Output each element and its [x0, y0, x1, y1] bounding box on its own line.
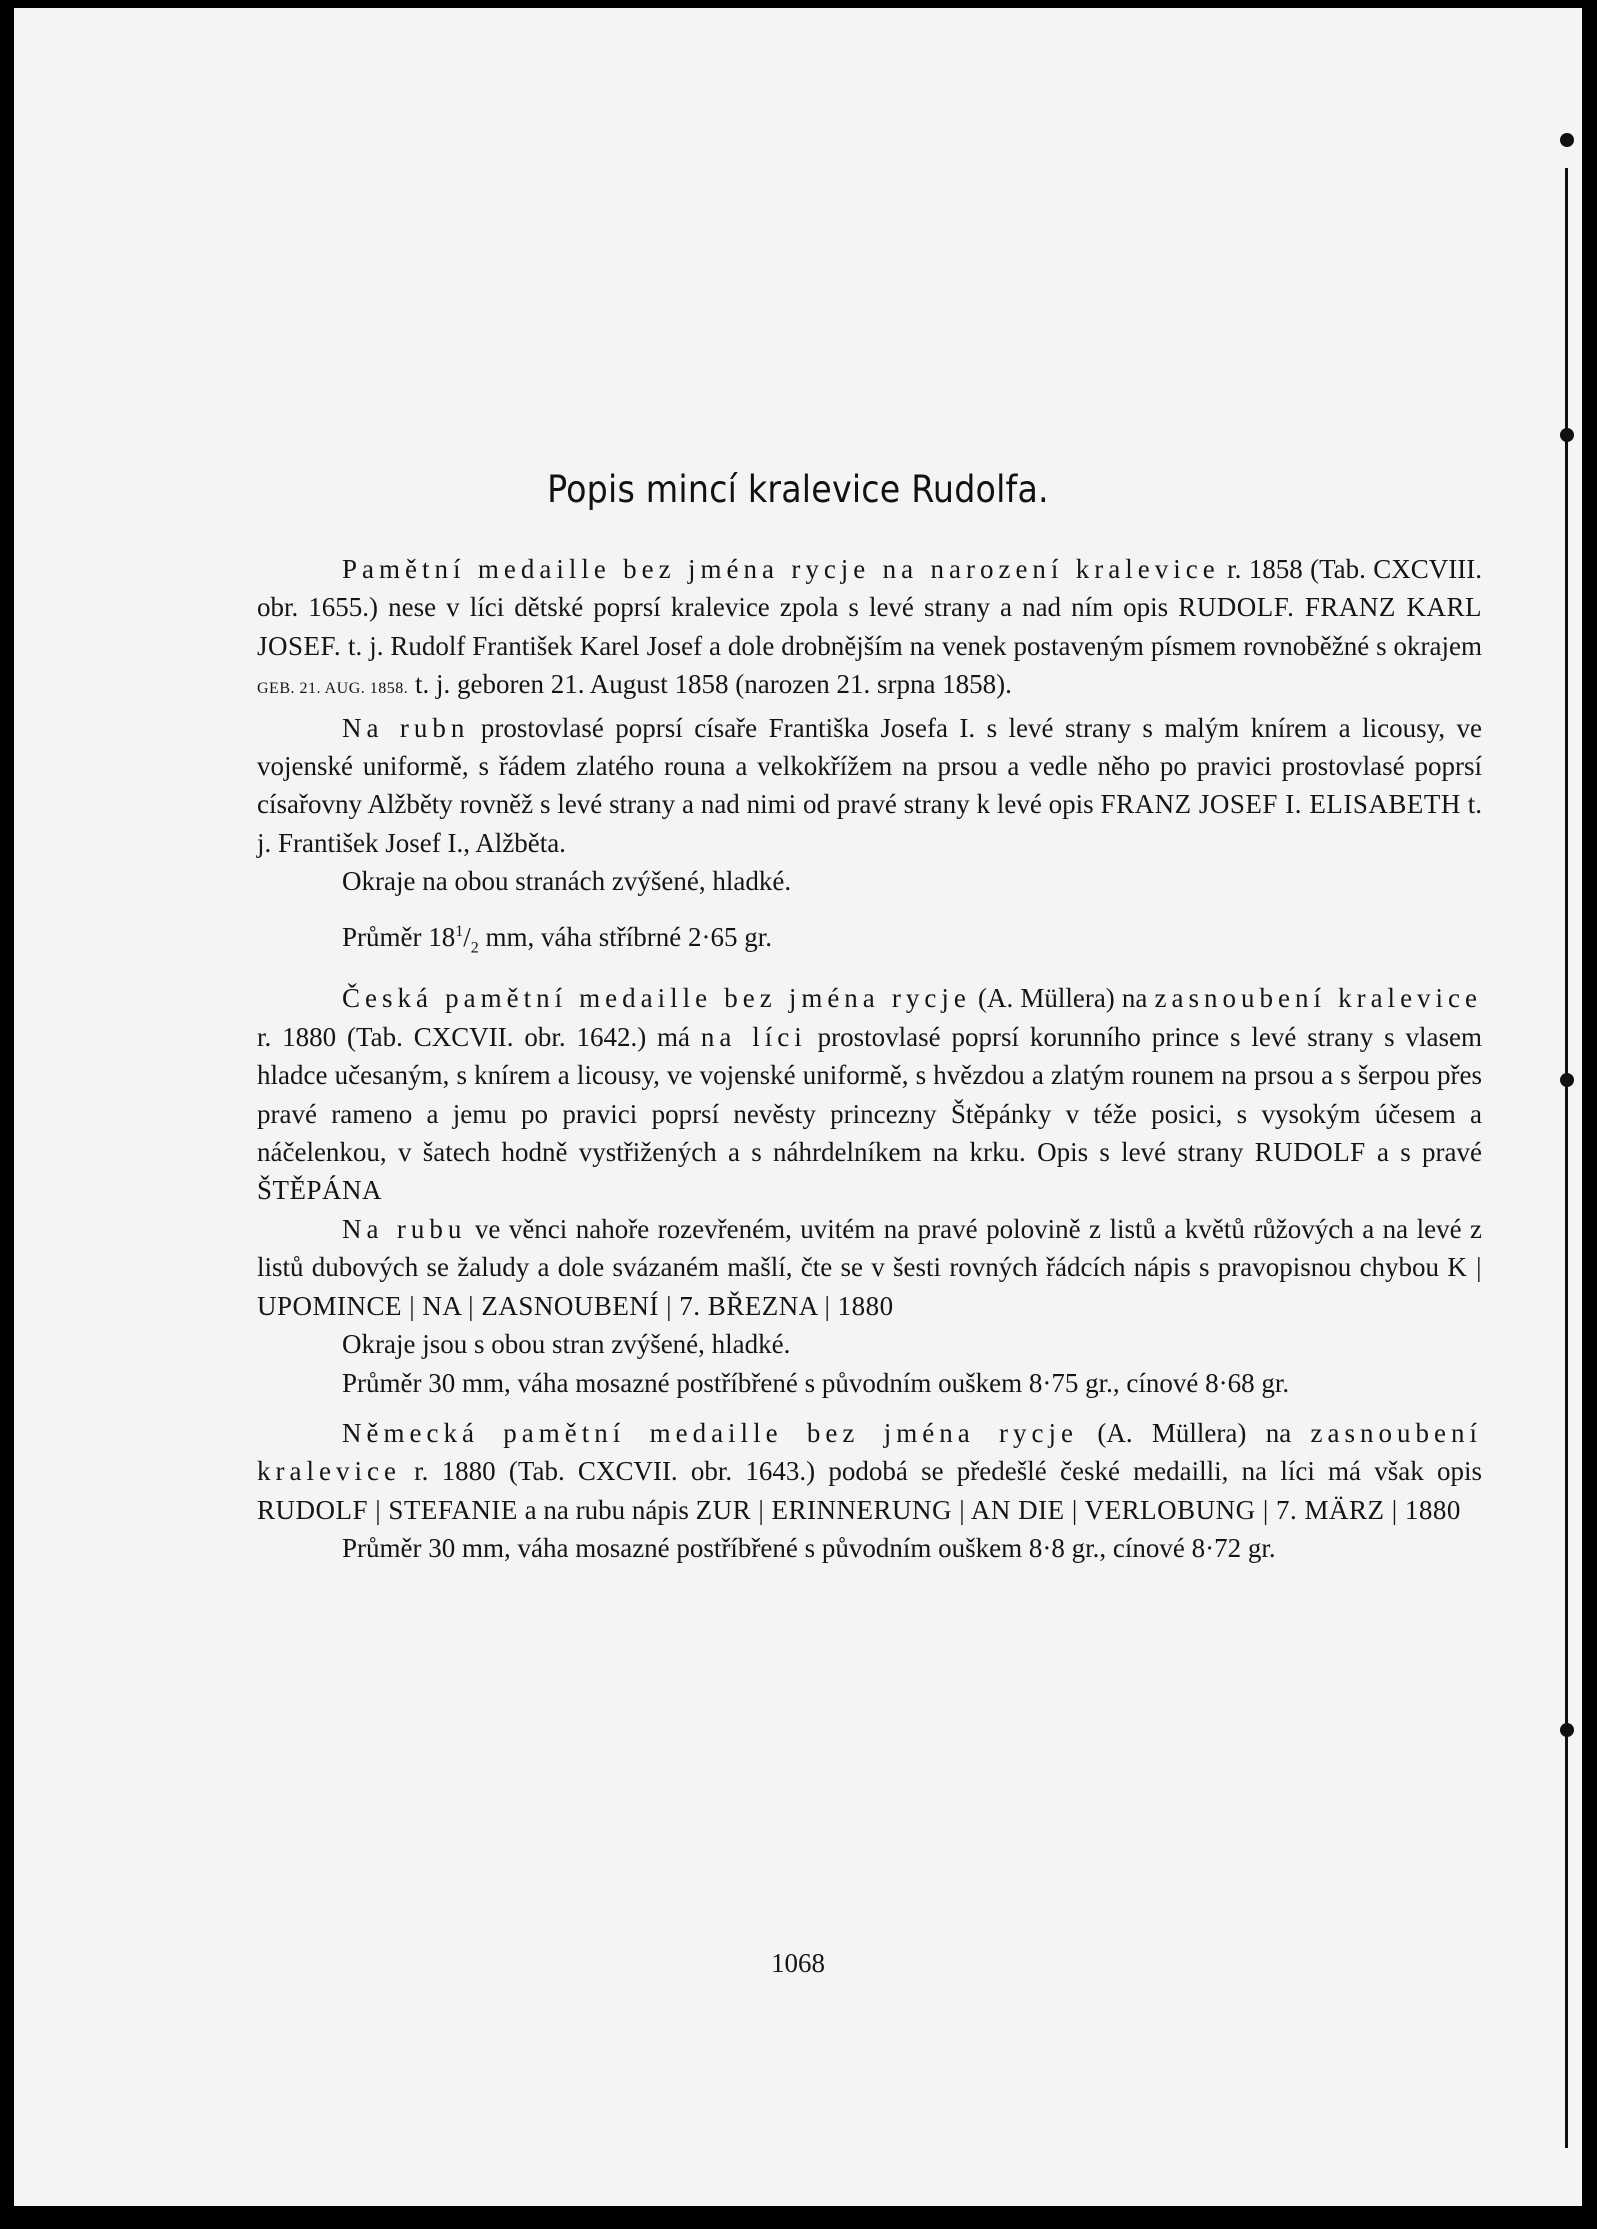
medal-legend: K | UPOMINCE | NA | ZASNOUBENÍ | 7. BŘEZNA | 1880	[257, 1252, 1483, 1321]
body-text	[257, 550, 1482, 1568]
medal-legend: RUDOLF | STEFANIE	[257, 1494, 518, 1525]
medal-legend: ZUR | ERINNERUNG | AN DIE | VERLOBUNG | 7. MÄRZ | 1880	[695, 1494, 1461, 1525]
paragraph-czech-medal: Česká pamětní medaille bez jména rycje (A. Müllera) na zasnoubení kralevice r. 1880 (Tab. CXCVII. obr. 1642.) má na líci prostovlasé poprsí korunního prince s levé strany s vlasem hladce učesaným, s knírem a licousy, ve vojenské uniformě, s hvězdou a zlatým rounem na prsou a s šerpou přes pravé rameno a jemu po pravici poprsí nevěsty princezny Štěpánky v téže posici, s vysokým účesem a náčelenkou, v šatech hodně vystřižených a s náhrdelníkem na krku. Opis s levé strany RUDOLF a s pravé ŠTĚPÁNA	[257, 983, 1483, 1206]
medal-legend-small: GEB. 21. AUG. 1858.	[257, 680, 409, 698]
paragraph-czech-reverse: Na rubu ve věnci nahoře rozevřeném, uvitém na pravé polovině z listů a květů růžových a na levé z listů dubových se žaludy a dole svázaném mašlí, čte se v šesti rovných řádcích nápis s pravopisnou chybou K | UPOMINCE | NA | ZASNOUBENÍ | 7. BŘEZNA | 1880	[257, 1213, 1483, 1321]
spaced-lead: Na rubn	[342, 712, 470, 743]
medal-legend: RUDOLF. FRANZ KARL JOSEF.	[257, 592, 1482, 661]
spaced-lead: zasnoubení kralevice	[1154, 983, 1483, 1014]
paragraph-reverse: Na rubn prostovlasé poprsí císaře Františka Josefa I. s levé strany s malým knírem a licousy, ve vojenské uniformě, s řádem zlatého rouna a velkokřížem na prsou a vedle něho po pravici prostovlasé poprsí císařovny Alžběty rovněž s levé strany a nad nimi od pravé strany k levé opis FRANZ JOSEF I. ELISABETH t. j. František Josef I., Alžběta.	[257, 712, 1482, 858]
binding-mark	[1560, 1073, 1574, 1087]
paragraph-diameter-2: Průměr 30 mm, váha mosazné postříbřené s původním ouškem 8·75 gr., cínové 8·68 gr.	[342, 1367, 1290, 1398]
paragraph-edges-2: Okraje jsou s obou stran zvýšené, hladké.	[342, 1329, 791, 1360]
page-number: 1068	[771, 1948, 825, 1978]
binding-mark	[1560, 428, 1574, 442]
paragraph-diameter: Průměr $18^1/_2$ mm, váha stříbrné 2·65 gr.	[342, 921, 772, 957]
spaced-lead: Německá pamětní medaille bez jména rycje	[342, 1417, 1078, 1448]
binding-edge	[1565, 168, 1568, 2148]
spaced-lead: na líci	[700, 1021, 807, 1052]
paragraph-german-medal: Německá pamětní medaille bez jména rycje (A. Müllera) na zasnoubení kralevice r. 1880 (Tab. CXCVII. obr. 1643.) podobá se předešlé české medailli, na líci má však opis RUDOLF | STEFANIE a na rubu nápis ZUR | ERINNERUNG | AN DIE | VERLOBUNG | 7. MÄRZ | 1880	[257, 1417, 1483, 1525]
document-page	[14, 8, 1582, 2206]
binding-mark	[1560, 133, 1574, 147]
spaced-lead: Česká pamětní medaille bez jména rycje	[342, 983, 971, 1014]
medal-legend: RUDOLF	[1254, 1137, 1366, 1168]
paragraph-diameter-3: Průměr 30 mm, váha mosazné postříbřené s původním ouškem 8·8 gr., cínové 8·72 gr.	[342, 1533, 1276, 1564]
medal-legend: FRANZ JOSEF I. ELISABETH	[1100, 789, 1461, 820]
binding-mark	[1560, 1723, 1574, 1737]
page-title: Popis mincí kralevice Rudolfa.	[547, 468, 1049, 511]
spaced-lead: Na rubu	[342, 1213, 467, 1244]
spaced-lead: zasnoubení kralevice	[257, 1417, 1483, 1487]
paragraph-birth-medal: Pamětní medaille bez jména rycje na narození kralevice r. 1858 (Tab. CXCVIII. obr. 1655.) nese v líci dětské poprsí kralevice zpola s levé strany a nad ním opis RUDOLF. FRANZ KARL JOSEF. t. j. Rudolf František Karel Josef a dole drobnějším na venek postaveným písmem rovnoběžné s okrajem GEB. 21. AUG. 1858. t. j. geboren 21. August 1858 (narozen 21. srpna 1858).	[257, 554, 1483, 700]
medal-legend: ŠTĚPÁNA	[257, 1175, 383, 1206]
paragraph-edges: Okraje na obou stranách zvýšené, hladké.	[342, 866, 792, 897]
spaced-lead: Pamětní medaille bez jména rycje na narození kralevice	[342, 554, 1220, 584]
